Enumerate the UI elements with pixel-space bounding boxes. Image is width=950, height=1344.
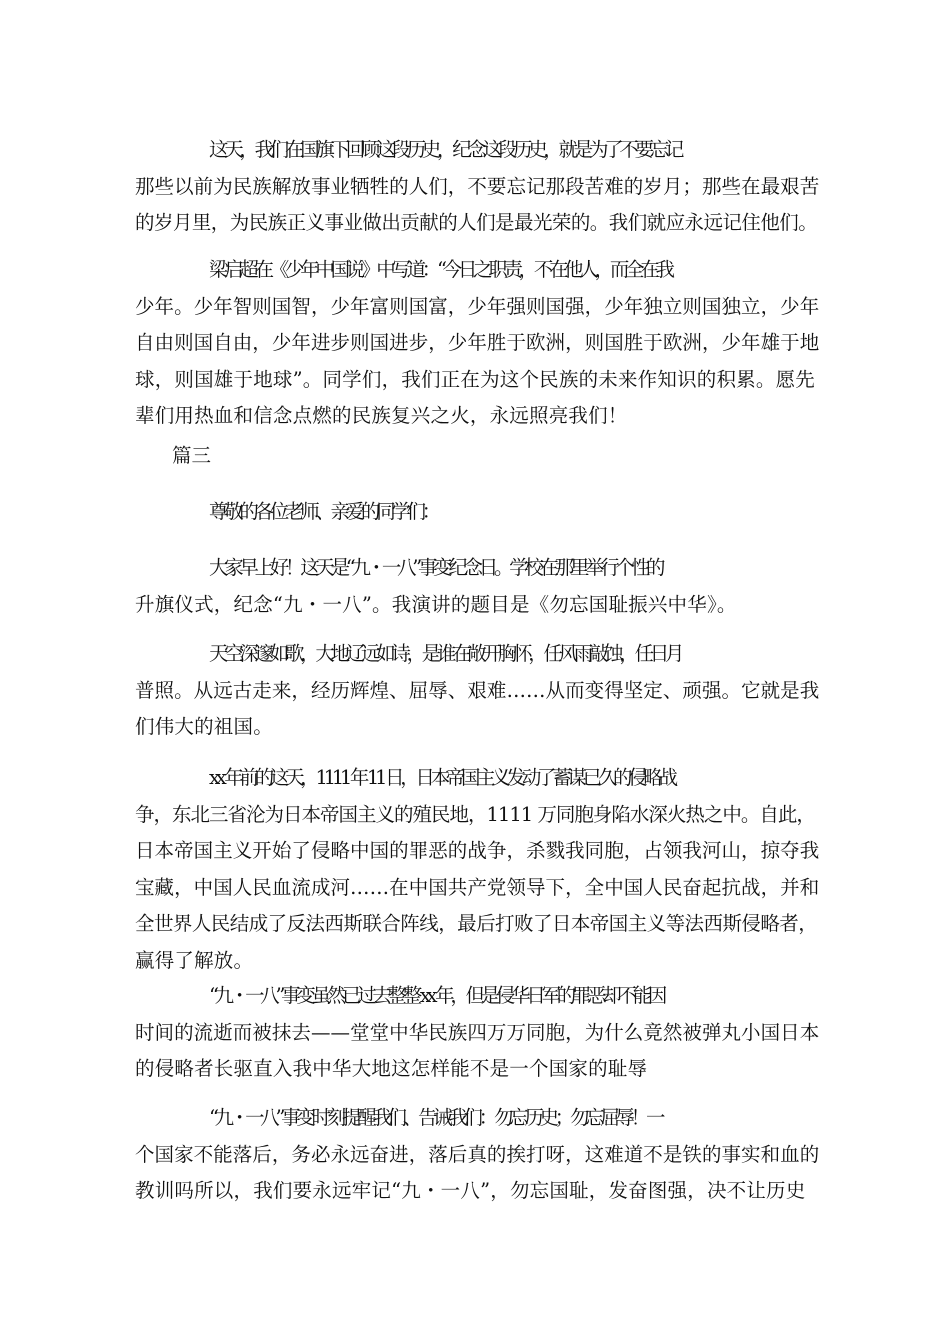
text-line: 辈们用热血和信念点燃的民族复兴之火，永远照亮我们！ [135,404,628,427]
text-line: 教训吗所以，我们要永远牢记“九・一八”，勿忘国耻，发奋图强，决不让历史 [135,1179,806,1202]
text-line: “九・一八”事变虽然已过去整整 xx 年，但是侵华日军的罪恶却不能因 [209,984,664,1007]
text-line: 们伟大的祖国。 [135,715,273,738]
text-line: 自由则国自由，少年进步则国进步，少年胜于欧洲，则国胜于欧洲，少年雄于地 [135,331,820,354]
text-line: 的岁月里，为民族正义事业做出贡献的人们是最光荣的。我们就应永远记住他们。 [135,211,818,234]
text-line: 天空深邃如歌，大地辽远如诗，是谁在敞开胸怀，任风雨敲蚀，任日月 [209,642,681,665]
text-line: 的侵略者长驱直入我中华大地这怎样能不是一个国家的耻辱 [135,1057,648,1080]
paragraph-national-shame [135,978,820,1088]
paragraph-opening [135,550,820,623]
text-line: 那些以前为民族解放事业牺牲的人们，不要忘记那段苦难的岁月；那些在最艰苦 [135,174,820,198]
text-line: xx 年前的这天，1111 年 11 日，日本帝国主义发动了蓄谋已久的侵略战 [209,766,674,789]
text-line: 这天，我们在国旗下回顾这段历史，纪念这段历史，就是为了不要忘记 [209,138,681,161]
text-line: 争，东北三省沦为日本帝国主义的殖民地，1111 万同胞身陷水深火热之中。自此， [135,802,815,826]
text-line: 梁启超在《少年中国说》中写道：“今日之职责，不在他人，而全在我 [209,258,671,281]
paragraph-invasion-history [135,760,820,979]
paragraph-history-remembrance [135,132,820,242]
text-line: 尊敬的各位老师、亲爱的同学们： [209,500,438,523]
paragraph-liang-qichao-quote [135,252,820,435]
text-line: 球，则国雄于地球”。同学们，我们正在为这个民族的未来作知识的积累。愿先 [135,367,815,391]
text-line: 全世界人民结成了反法西斯联合阵线，最后打败了日本帝国主义等法西斯侵略者， [135,912,818,935]
paragraph-never-forget [135,1100,820,1210]
text-line: 时间的流逝而被抹去——堂堂中华民族四万万同胞，为什么竟然被弹丸小国日本 [135,1020,820,1044]
text-line: 宝藏，中国人民血流成河……在中国共产党领导下，全中国人民奋起抗战，并和 [135,875,820,899]
text-line: 普照。从远古走来，经历辉煌、屈辱、艰难……从而变得坚定、顽强。它就是我 [135,678,820,702]
text-line: 日本帝国主义开始了侵略中国的罪恶的战争，杀戮我同胞，占领我河山，掠夺我 [135,839,820,862]
section-heading: 篇三 [172,444,212,467]
paragraph-greeting [135,494,820,531]
text-line: 大家早上好！这天是“九・一八”事变纪念日。学校在那里举行个性的 [209,556,662,579]
text-line: “九・一八”事变时刻提醒我们、告诫我们：勿忘历史；勿忘屈辱！一 [209,1106,662,1129]
text-line: 个国家不能落后，务必永远奋进，落后真的挨打呀，这难道不是铁的事实和血的 [135,1142,820,1166]
text-line: 赢得了解放。 [135,948,254,972]
text-line: 升旗仪式，纪念“九・一八”。我演讲的题目是《勿忘国耻振兴中华》。 [135,592,737,616]
text-line: 少年。少年智则国智，少年富则国富，少年强则国强，少年独立则国独立，少年 [135,294,820,318]
paragraph-motherland [135,636,820,746]
